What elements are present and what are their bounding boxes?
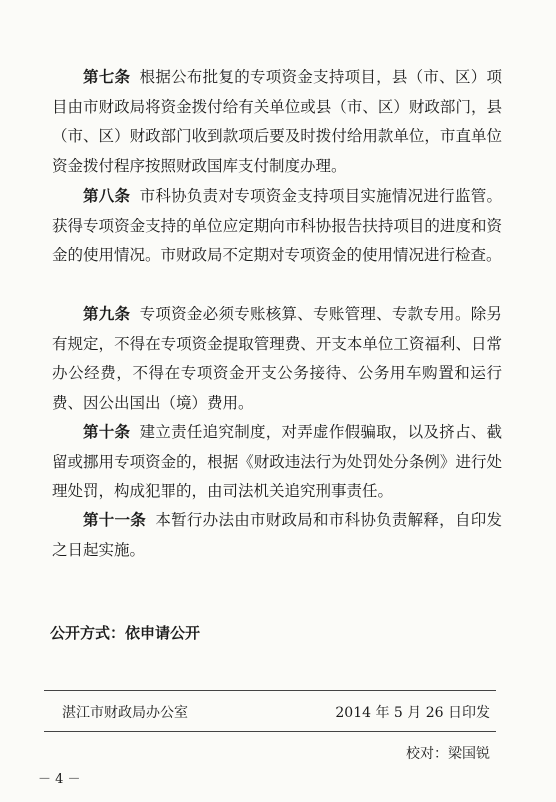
proofreader: 校对：梁国锐 (406, 746, 490, 762)
issuing-office: 湛江市财政局办公室 (62, 705, 188, 721)
article-11-heading: 第十一条 (83, 511, 147, 529)
issue-date: 2014 年 5 月 26 日印发 (335, 705, 490, 721)
article-8-text: 市科协负责对专项资金支持项目实施情况进行监管。获得专项资金支持的单位应定期向市科协报告扶持项目的进度和资金的使用情况。市财政局不定期对专项资金的使用情况进行检查。 (52, 187, 502, 264)
footer-rule-top (44, 690, 496, 691)
article-9-heading: 第九条 (83, 305, 131, 323)
footer-rule-bottom (44, 731, 496, 732)
article-10-text: 建立责任追究制度，对弄虚作假骗取，以及挤占、截留或挪用专项资金的，根据《财政违法行为处罚处分条例》进行处理处罚，构成犯罪的，由司法机关追究刑事责任。 (52, 423, 502, 500)
article-7-text: 根据公布批复的专项资金支持项目，县（市、区）项目由市财政局将资金拨付给有关单位或县（市、区）财政部门，县（市、区）财政部门收到款项后要及时拨付给用款单位，市直单位资金拨付程序按照财政国库支付制度办理。 (52, 68, 502, 175)
disclosure-method: 公开方式：依申请公开 (50, 624, 201, 642)
article-9 (52, 300, 502, 418)
page-number: － 4 － (38, 772, 81, 787)
article-7-heading: 第七条 (83, 68, 131, 86)
article-10 (52, 418, 502, 507)
article-9-text: 专项资金必须专账核算、专账管理、专款专用。除另有规定，不得在专项资金提取管理费、开支本单位工资福利、日常办公经费，不得在专项资金开支公务接待、公务用车购置和运行费、因公出国出（境）费用。 (52, 305, 502, 412)
article-8 (52, 182, 502, 271)
article-7 (52, 63, 502, 181)
article-11 (52, 506, 502, 565)
article-11-text: 本暂行办法由市财政局和市科协负责解释，自印发之日起实施。 (52, 511, 502, 559)
article-8-heading: 第八条 (83, 187, 131, 205)
article-10-heading: 第十条 (83, 423, 131, 441)
